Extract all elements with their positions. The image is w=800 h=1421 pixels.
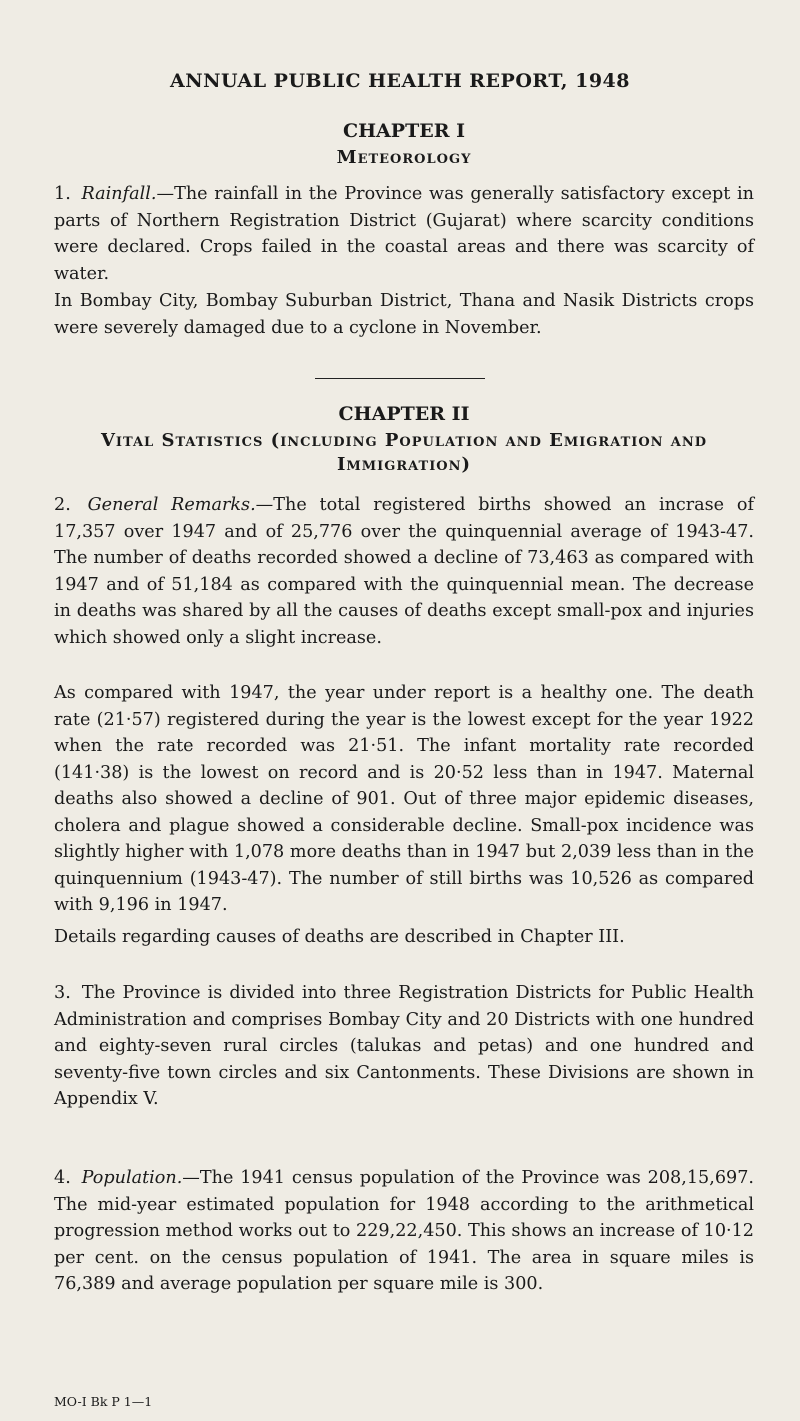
running-head: ANNUAL PUBLIC HEALTH REPORT, 1948 — [170, 70, 630, 92]
printer-imprint: MO-I Bk P 1—1 — [54, 1394, 153, 1409]
chapter-2-heading: CHAPTER II — [338, 403, 470, 425]
paragraph-1b — [54, 288, 754, 341]
paragraph-number: 4. — [54, 1168, 71, 1188]
paragraph-3 — [54, 980, 754, 1113]
paragraph-text: —The 1941 census population of the Province was 208,15,697. The mid-year estimated population for 1948 according to the arithmetical progression method works out to 229,22,450. This shows an increase of 10·12 per cent. on the census population of 1941. The area in square miles is 76,389 and average population per square mile is 300. — [54, 1168, 754, 1294]
chapter-1-heading: CHAPTER I — [342, 120, 465, 142]
paragraph-2 — [54, 492, 754, 651]
paragraph-text: —The rainfall in the Province was generally satisfactory except in parts of Northern Registration District (Gujarat) where scarcity conditions were declared. Crops failed in the coastal areas and there was scarcity of water. — [54, 184, 755, 284]
chapter-1-subheading: Meteorology — [336, 147, 472, 168]
side-heading: General Remarks. — [87, 495, 256, 515]
paragraph-2c — [54, 924, 754, 951]
chapter-1-section — [54, 120, 754, 170]
paragraph-2b — [54, 680, 754, 919]
paragraph-text: —The total registered births showed an incrase of 17,357 over 1947 and of 25,776 over the quinquennial average of 1943-47. The number of deaths recorded showed a decline of 73,463 as compared with 1947 and of 51,184 as compared with the quinquennial mean. The decrease in deaths was shared by all the causes of deaths except small-pox and injuries which showed only a slight increase. — [54, 495, 754, 648]
paragraph-text: As compared with 1947, the year under report is a healthy one. The death rate (21·57) registered during the year is the lowest except for the year 1922 when the rate recorded was 21·51. The infant mortality rate recorded (141·38) is the lowest on record and is 20·52 less than in 1947. Maternal deaths also showed a decline of 901. Out of three major epidemic diseases, cholera and plague showed a considerable decline. Small-pox incidence was slightly higher with 1,078 more deaths than in 1947 but 2,039 less than in the quinquennium (1943-47). The number of still births was 10,526 as compared with 9,196 in 1947. — [54, 683, 754, 915]
paragraph-1 — [54, 181, 754, 287]
chapter-2-subheading: Vital Statistics (including Population and Emigration and Immigration) — [100, 430, 708, 476]
paragraph-4 — [54, 1165, 754, 1298]
paragraph-text: In Bombay City, Bombay Suburban District, Thana and Nasik Districts crops were severely damaged due to a cyclone in November. — [54, 291, 754, 338]
paragraph-number: 3. — [54, 983, 71, 1003]
paragraph-number: 2. — [54, 495, 71, 515]
side-heading: Population. — [81, 1168, 183, 1188]
side-heading: Rainfall. — [81, 184, 157, 204]
section-divider — [0, 378, 800, 379]
paragraph-text: The Province is divided into three Registration Districts for Public Health Administration and comprises Bombay City and 20 Districts with one hundred and eighty-seven rural circles (talukas and petas) and one hundred and seventy-five town circles and six Cantonments. These Divisions are shown in Appendix V. — [54, 983, 755, 1109]
paragraph-number: 1. — [54, 184, 71, 204]
chapter-2-section — [54, 403, 754, 478]
paragraph-text: Details regarding causes of deaths are described in Chapter III. — [54, 927, 625, 947]
